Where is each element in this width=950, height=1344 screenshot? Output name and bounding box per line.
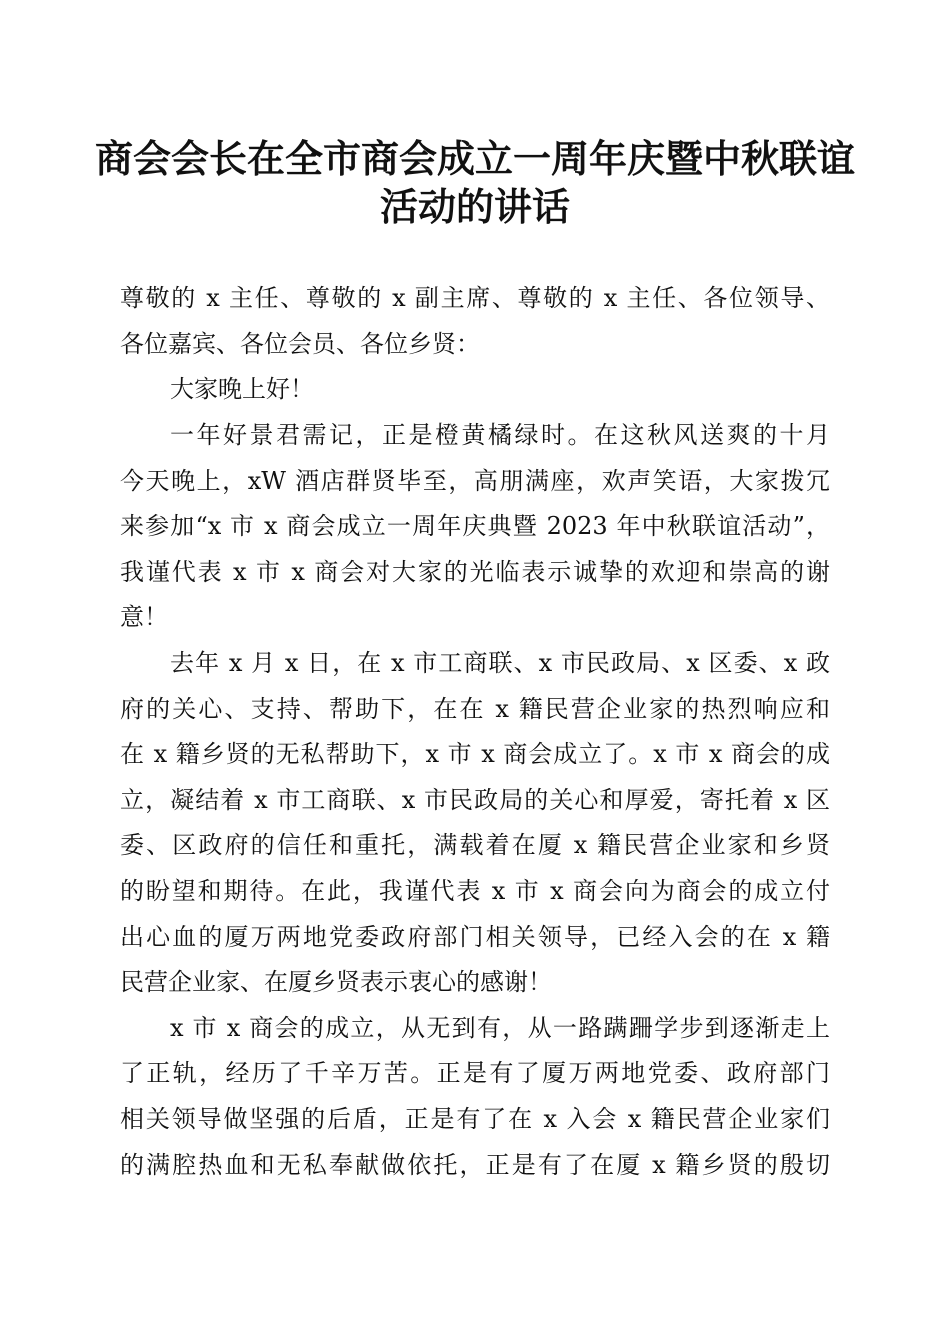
- body-line: 相关领导做坚强的后盾，正是有了在 x 入会 x 籍民营企业家们: [120, 1105, 830, 1133]
- body-line: 大家晚上好！: [170, 375, 314, 403]
- body-line: 民营企业家、在厦乡贤表示衷心的感谢！: [120, 968, 552, 996]
- body-line: 一年好景君需记，正是橙黄橘绿时。在这秋风送爽的十月: [170, 421, 830, 449]
- body-line: 各位嘉宾、各位会员、各位乡贤：: [120, 330, 480, 358]
- body-line: x 市 x 商会的成立，从无到有，从一路蹒跚学步到逐渐走上: [170, 1014, 830, 1042]
- body-line: 的满腔热血和无私奉献做依托，正是有了在厦 x 籍乡贤的殷切: [120, 1151, 830, 1179]
- document-title-line-2: 活动的讲话: [379, 184, 570, 229]
- body-line: 的盼望和期待。在此，我谨代表 x 市 x 商会向为商会的成立付: [120, 877, 830, 905]
- body-line: 了正轨，经历了千辛万苦。正是有了厦万两地党委、政府部门: [120, 1059, 830, 1087]
- body-line: 府的关心、支持、帮助下，在在 x 籍民营企业家的热烈响应和: [120, 695, 830, 723]
- body-line: 出心血的厦万两地党委政府部门相关领导，已经入会的在 x 籍: [120, 923, 830, 951]
- body-line: 我谨代表 x 市 x 商会对大家的光临表示诚挚的欢迎和崇高的谢: [120, 558, 830, 586]
- body-line: 意！: [120, 603, 168, 631]
- body-line: 来参加“x 市 x 商会成立一周年庆典暨 2023 年中秋联谊活动”，: [120, 512, 830, 540]
- body-line: 委、区政府的信任和重托，满载着在厦 x 籍民营企业家和乡贤: [120, 831, 830, 859]
- body-line: 去年 x 月 x 日，在 x 市工商联、x 市民政局、x 区委、x 政: [170, 649, 830, 677]
- body-line: 在 x 籍乡贤的无私帮助下，x 市 x 商会成立了。x 市 x 商会的成: [120, 740, 830, 768]
- document-title-line-1: 商会会长在全市商会成立一周年庆暨中秋联谊: [94, 136, 855, 181]
- body-line: 今天晚上，xW 酒店群贤毕至，高朋满座，欢声笑语，大家拨冗: [120, 467, 830, 495]
- body-line: 尊敬的 x 主任、尊敬的 x 副主席、尊敬的 x 主任、各位领导、: [120, 284, 830, 312]
- body-line: 立，凝结着 x 市工商联、x 市民政局的关心和厚爱，寄托着 x 区: [120, 786, 830, 814]
